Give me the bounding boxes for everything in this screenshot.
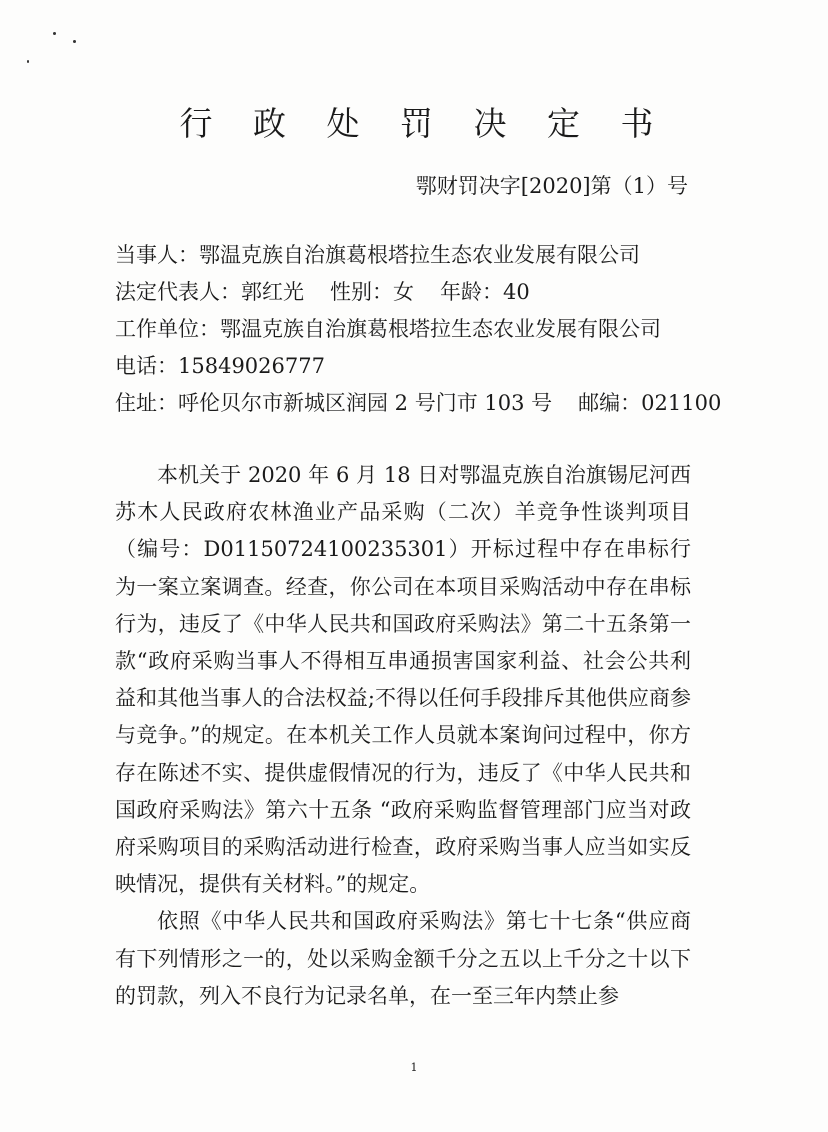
document-title: 行 政 处 罚 决 定 书 bbox=[179, 104, 669, 143]
representative-name: 郭红光 bbox=[241, 280, 304, 304]
party-value: 鄂温克族自治旗葛根塔拉生态农业发展有限公司 bbox=[199, 243, 640, 267]
representative-label: 法定代表人： bbox=[115, 280, 241, 304]
page-number: 1 bbox=[410, 1061, 418, 1074]
investigation-paragraph: 本机关于 2020 年 6 月 18 日对鄂温克族自治旗锡尼河西苏木人民政府农林渔业产品采购（二次）羊竞争性谈判项目（编号：D01150724100235301）开标过程中存在串标行为一案立案调查。经查，你公司在本项目采购活动中存在串标行为，违反了《中华人民共和国政府采购法》第二十五条第一款“政府采购当事人不得相互串通损害国家利益、社会公共利益和其他当事人的合法权益;不得以任何手段排斥其他供应商参与竞争。”的规定。在本机关工作人员就本案询问过程中，你方存在陈述不实、提供虚假情况的行为，违反了《中华人民共和国政府采购法》第六十五条 “政府采购监督管理部门应当对政府采购项目的采购活动进行检查，政府采购当事人应当如实反映情况，提供有关材料。”的规定。 bbox=[115, 463, 691, 897]
document-number: 鄂财罚决字[2020]第（1）号 bbox=[415, 174, 688, 198]
party-info-block bbox=[115, 237, 755, 422]
party-label: 当事人： bbox=[115, 243, 199, 267]
postcode-value: 021100 bbox=[641, 391, 722, 415]
address-label: 住址： bbox=[115, 391, 178, 415]
age-label: 年龄： bbox=[440, 280, 503, 304]
phone-label: 电话： bbox=[115, 354, 178, 378]
party-line bbox=[115, 237, 755, 274]
phone-value: 15849026777 bbox=[178, 354, 325, 378]
decision-body bbox=[115, 457, 691, 1015]
scan-speck bbox=[53, 32, 56, 35]
employer-value: 鄂温克族自治旗葛根塔拉生态农业发展有限公司 bbox=[220, 317, 661, 341]
representative-line bbox=[115, 274, 755, 311]
gender-value: 女 bbox=[393, 280, 414, 304]
address-line bbox=[115, 385, 755, 422]
legal-basis-paragraph: 依照《中华人民共和国政府采购法》第七十七条“供应商有下列情形之一的，处以采购金额千分之五以上千分之十以下的罚款，列入不良行为记录名单，在一至三年内禁止参 bbox=[115, 909, 691, 1008]
address-value: 呼伦贝尔市新城区润园 2 号门市 103 号 bbox=[178, 391, 553, 415]
phone-line bbox=[115, 348, 755, 385]
gender-label: 性别： bbox=[330, 280, 393, 304]
age-value: 40 bbox=[503, 280, 530, 304]
employer-label: 工作单位： bbox=[115, 317, 220, 341]
scan-speck bbox=[73, 40, 76, 43]
employer-line bbox=[115, 311, 755, 348]
scan-speck bbox=[27, 60, 29, 63]
postcode-label: 邮编： bbox=[578, 391, 642, 415]
